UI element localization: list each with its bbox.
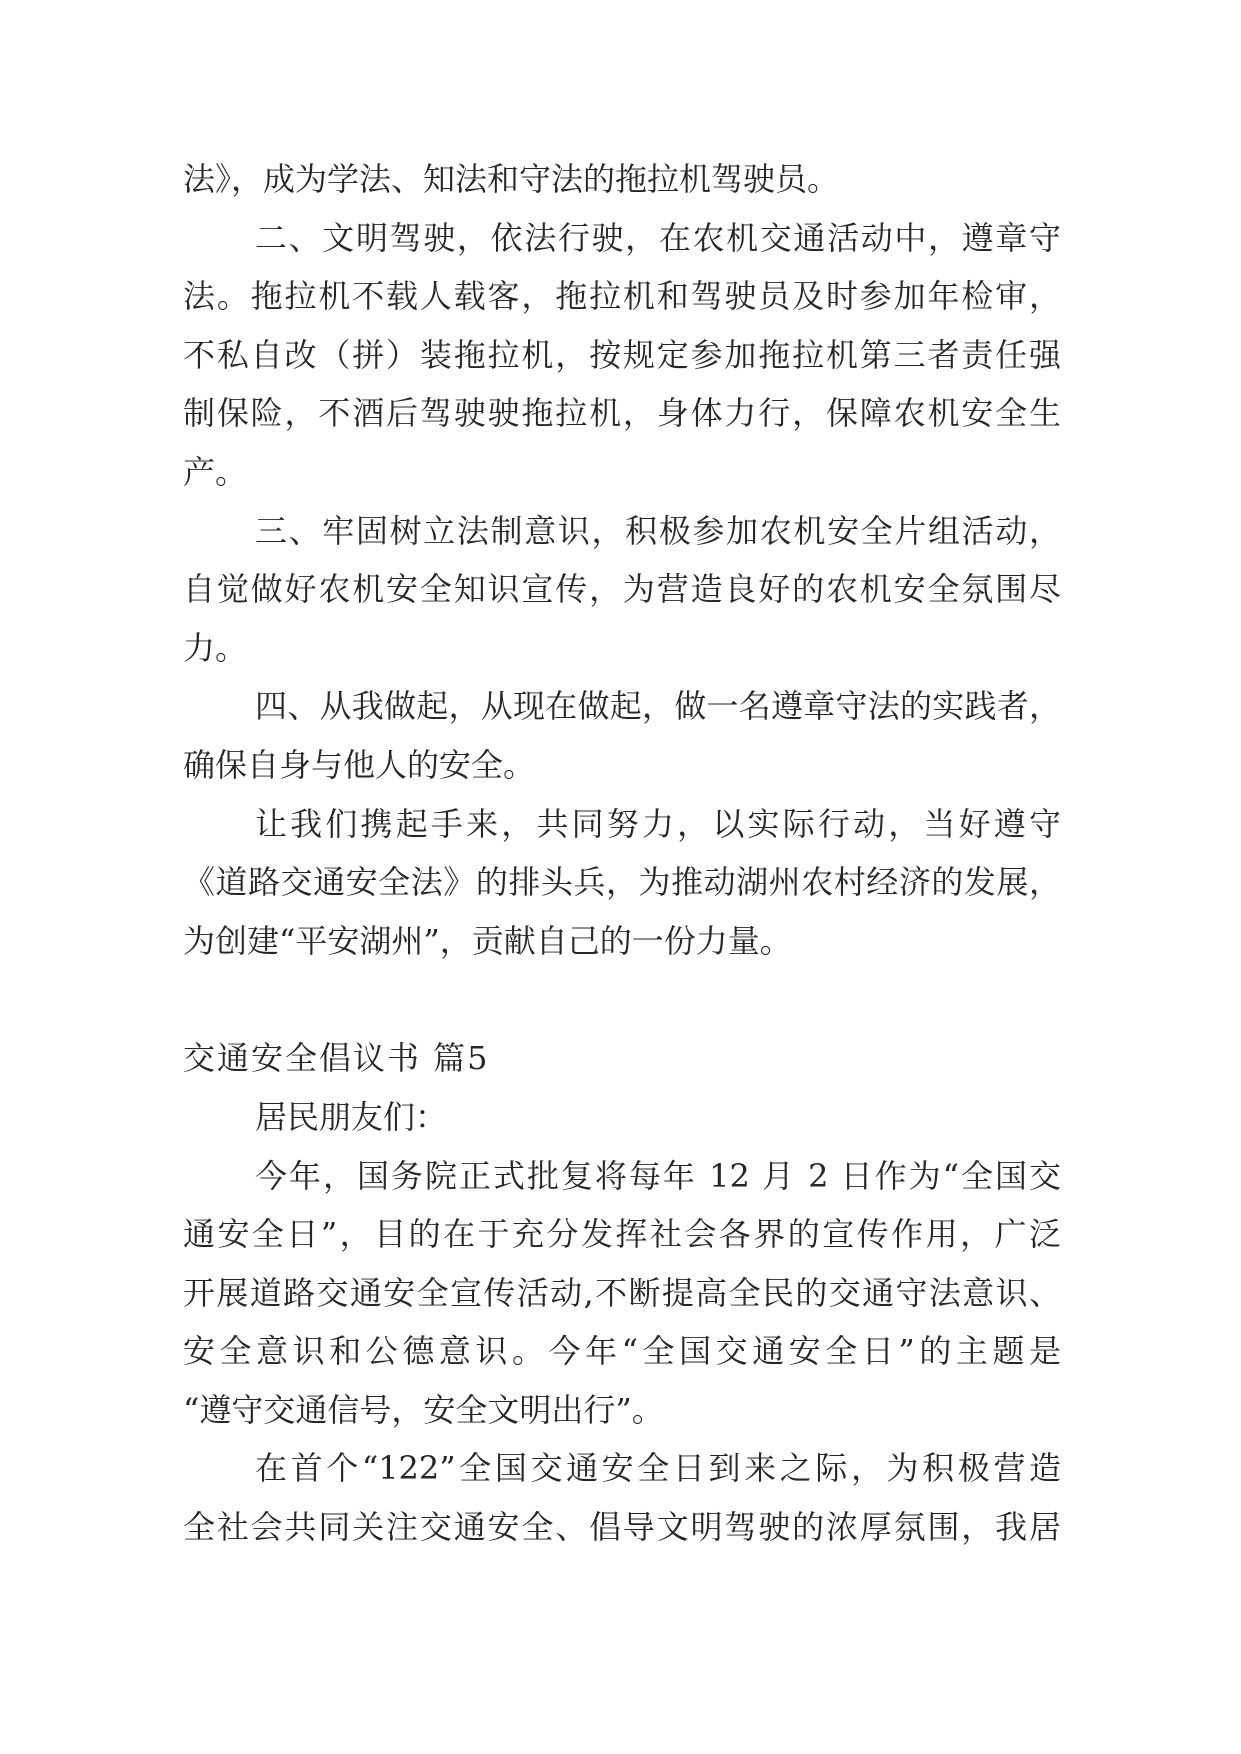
text-line: 二、文明驾驶，依法行驶，在农机交通活动中，遵章守 — [255, 218, 1061, 257]
text-line: 制保险，不酒后驾驶驶拖拉机，身体力行，保障农机安全生 — [183, 394, 1061, 433]
text-line: 《道路交通安全法》的排头兵，为推动湖州农村经济的发展， — [183, 863, 1061, 902]
text-line: 法》，成为学法、知法和守法的拖拉机驾驶员。 — [183, 160, 840, 198]
text-line: “遵守交通信号，安全文明出行”。 — [183, 1390, 664, 1429]
text-line: 法。拖拉机不载人载客，拖拉机和驾驶员及时参加年检审， — [183, 277, 1061, 316]
text-line: 产。 — [183, 452, 248, 491]
section-heading: 交通安全倡议书 篇5 — [183, 1039, 490, 1078]
text-line: 今年，国务院正式批复将每年 12 月 2 日作为“全国交 — [255, 1156, 1061, 1195]
text-line: 四、从我做起，从现在做起，做一名遵章守法的实践者， — [255, 687, 1061, 726]
text-line: 为创建“平安湖州”，贡献自己的一份力量。 — [183, 921, 792, 960]
text-line: 不私自改（拼）装拖拉机，按规定参加拖拉机第三者责任强 — [183, 335, 1061, 374]
text-line: 确保自身与他人的安全。 — [183, 745, 536, 784]
text-line: 自觉做好农机安全知识宣传，为营造良好的农机安全氛围尽 — [183, 570, 1061, 609]
text-line: 让我们携起手来，共同努力，以实际行动，当好遵守 — [255, 804, 1061, 843]
text-line: 开展道路交通安全宣传活动,不断提高全民的交通守法意识、 — [183, 1273, 1061, 1312]
text-line: 在首个“122”全国交通安全日到来之际，为积极营造 — [255, 1449, 1061, 1488]
text-line: 安全意识和公德意识。今年“全国交通安全日”的主题是 — [183, 1332, 1061, 1371]
text-line: 三、牢固树立法制意识，积极参加农机安全片组活动， — [255, 511, 1061, 550]
text-line: 力。 — [183, 628, 248, 667]
text-line: 居民朋友们： — [255, 1097, 448, 1136]
text-line: 通安全日”，目的在于充分发挥社会各界的宣传作用，广泛 — [183, 1215, 1061, 1254]
text-line: 全社会共同关注交通安全、倡导文明驾驶的浓厚氛围，我居 — [183, 1508, 1061, 1547]
document-text — [183, 0, 1061, 1557]
